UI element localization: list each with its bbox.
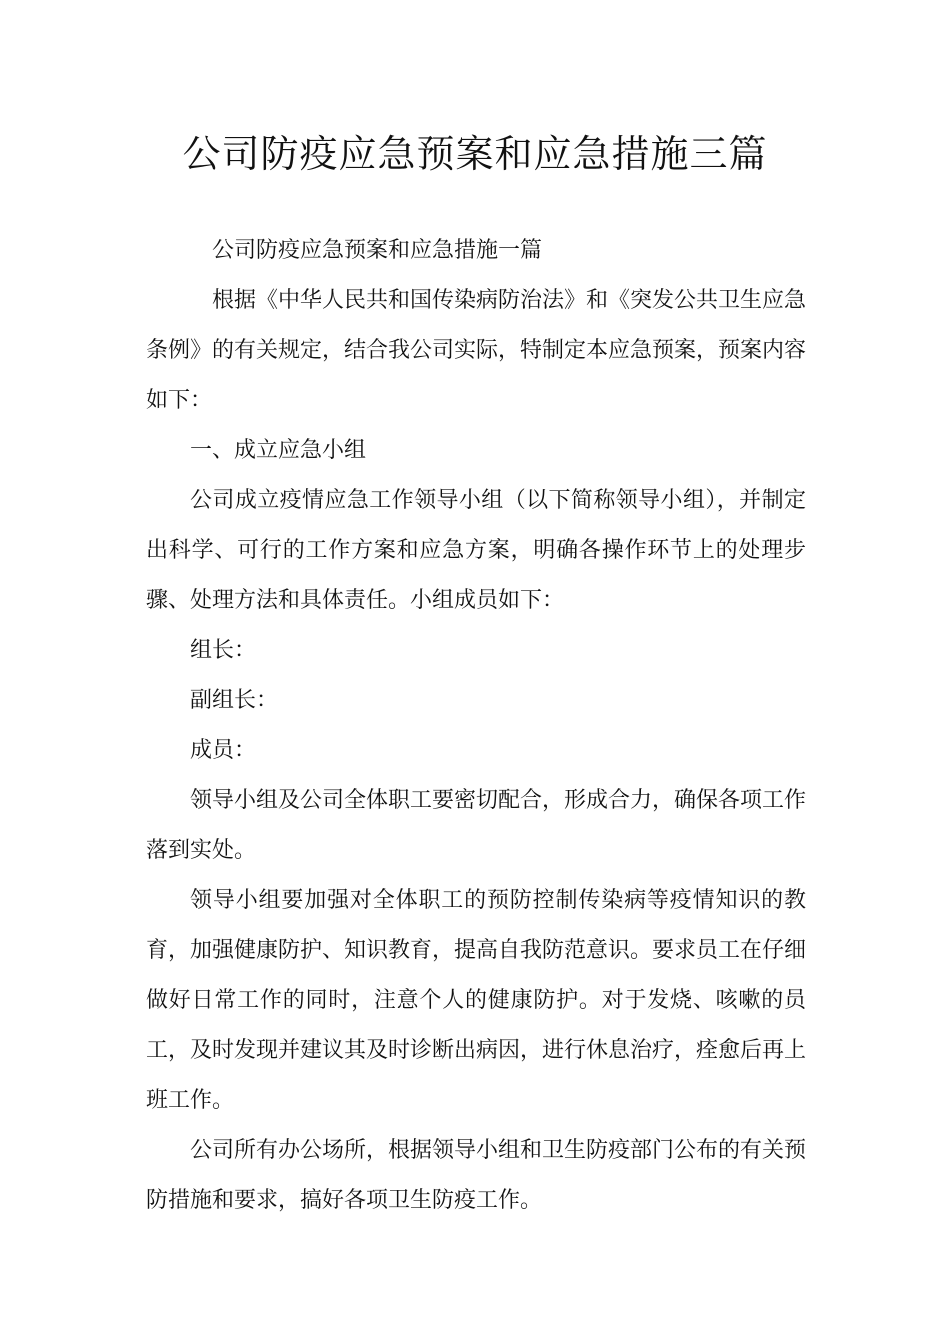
document-body xyxy=(146,226,806,1226)
paragraph-intro: 根据《中华人民共和国传染病防治法》和《突发公共卫生应急条例》的有关规定，结合我公司实际，特制定本应急预案，预案内容如下： xyxy=(146,288,807,413)
paragraph-offices: 公司所有办公场所，根据领导小组和卫生防疫部门公布的有关预防措施和要求，搞好各项卫生防疫工作。 xyxy=(146,1138,807,1213)
paragraph-group: 公司成立疫情应急工作领导小组（以下简称领导小组），并制定出科学、可行的工作方案和应急方案，明确各操作环节上的处理步骤、处理方法和具体责任。小组成员如下： xyxy=(146,488,806,613)
paragraph-education: 领导小组要加强对全体职工的预防控制传染病等疫情知识的教育，加强健康防护、知识教育，提高自我防范意识。要求员工在仔细做好日常工作的同时，注意个人的健康防护。对于发烧、咳嗽的员工，及时发现并建议其及时诊断出病因，进行休息治疗，痊愈后再上班工作。 xyxy=(146,888,807,1113)
paragraph-cooperation: 领导小组及公司全体职工要密切配合，形成合力，确保各项工作落到实处。 xyxy=(146,788,807,863)
deputy-leader-line: 副组长： xyxy=(190,688,279,713)
members-line: 成员： xyxy=(190,738,257,763)
section-heading-1: 一、成立应急小组 xyxy=(190,438,367,463)
section-heading: 公司防疫应急预案和应急措施一篇 xyxy=(212,238,543,263)
document-title: 公司防疫应急预案和应急措施三篇 xyxy=(182,132,768,176)
group-leader-line: 组长： xyxy=(190,638,257,663)
